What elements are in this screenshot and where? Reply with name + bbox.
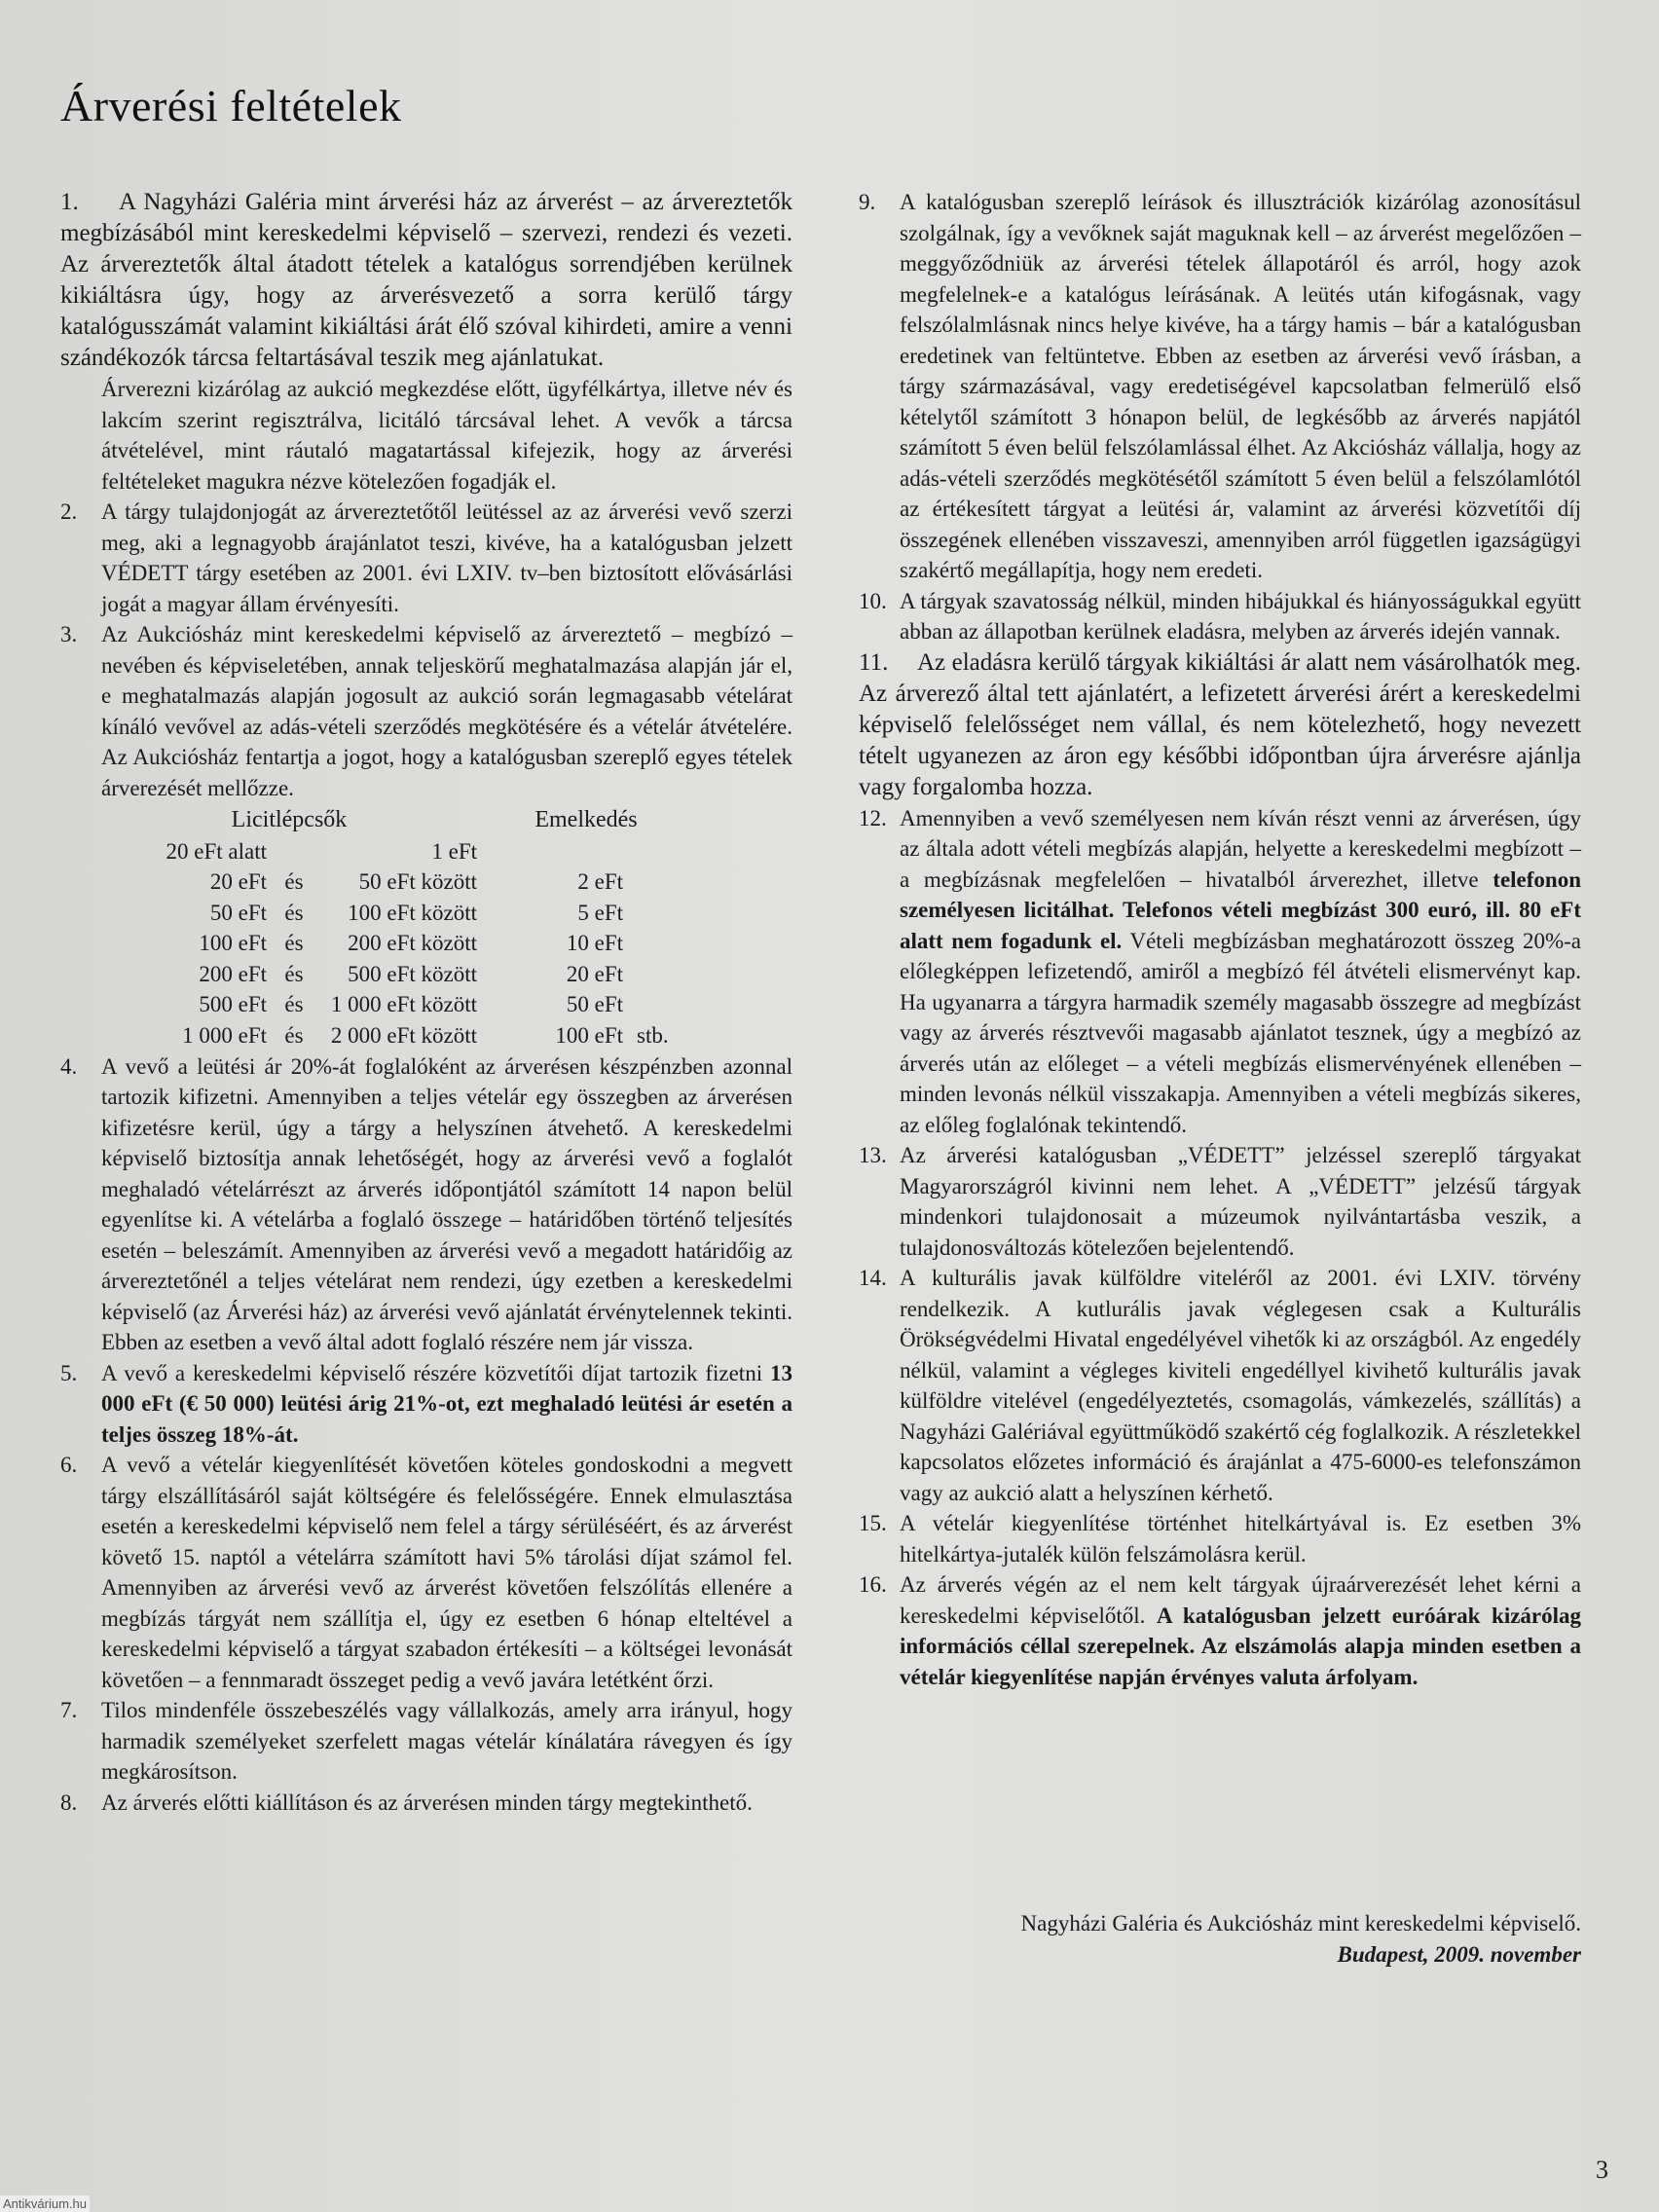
condition-1-text: Árverezni kizárólag az aukció megkezdése előtt, ügyfélkártya, illetve név és lakcím szerint regisztrálva, licitáló tárcsával lehet. A vevők a tárcsa átvételével, mint ráutaló magatartással kifejezik, hogy az árverési feltételeket magukra nézve kötelezően fogadják el. bbox=[101, 377, 793, 494]
condition-number: 9. bbox=[859, 190, 876, 214]
bid-etc bbox=[623, 898, 695, 929]
bid-increment: 10 eFt bbox=[566, 931, 623, 956]
bid-from: 200 eFt bbox=[199, 961, 267, 986]
bid-to: 50 eFt között bbox=[358, 869, 477, 895]
bid-to: 2 000 eFt között bbox=[330, 1022, 477, 1048]
bid-and: és bbox=[284, 900, 304, 925]
condition-text: Az eladásra kerülő tárgyak kikiáltási ár alatt nem vásárolhatók meg. Az árverező által tett ajánlatért, a lefizetett árverési árért a kereskedelmi képviselő felelősséget nem vállal, és nem kötelezhető, hogy nevezett tételt ugyanezen az áron egy későbbi időpontban újra árverésre ajánlja vagy forgalomba hozza. bbox=[859, 648, 1581, 800]
bid-increment: 50 eFt bbox=[566, 992, 623, 1017]
page-title: Árverési feltételek bbox=[60, 81, 402, 130]
bid-table-row bbox=[101, 867, 695, 899]
condition-number: 6. bbox=[60, 1453, 78, 1477]
condition-number: 11. bbox=[859, 648, 889, 676]
condition-number: 4. bbox=[60, 1053, 78, 1079]
condition-text: Az árverés végén az el nem kelt tárgyak újraárverezését lehet kérni a kereskedelmi képviselőtől. bbox=[900, 1572, 1581, 1628]
bid-from: 1 000 eFt bbox=[182, 1022, 267, 1048]
condition-text: Tilos mindenféle összebeszélés vagy vállalkozás, amely arra irányul, hogy harmadik személyeket szerfelett magas vételár kínálatára rávegyen és így megkárosítson. bbox=[101, 1698, 793, 1784]
condition-12 bbox=[859, 803, 1581, 1141]
bid-table-row bbox=[101, 990, 695, 1021]
bid-to: 1 eFt bbox=[431, 838, 477, 864]
bid-table-row bbox=[101, 929, 695, 960]
condition-4 bbox=[60, 1051, 793, 1358]
condition-10 bbox=[859, 586, 1581, 647]
bid-and: és bbox=[284, 992, 304, 1017]
bid-table-header: Emelkedés bbox=[535, 806, 638, 832]
condition-number: 14. bbox=[859, 1266, 887, 1290]
bid-to: 1 000 eFt között bbox=[330, 992, 477, 1017]
condition-bold-text: A katalógusban jelzett euróárak kizárólag információs céllal szerepelnek. Az elszámolás alapja minden esetben a vételár kiegyenlítése napján érvényes valuta árfolyam. bbox=[900, 1603, 1582, 1689]
condition-bold-text: 13 000 eFt (€ 50 000) leütési árig 21%-ot, ezt meghaladó leütési ár esetén a teljes összeg 18%-át. bbox=[101, 1360, 793, 1447]
bid-table-header: Licitlépcsők bbox=[231, 806, 348, 832]
condition-number: 12. bbox=[859, 805, 887, 830]
bid-etc bbox=[623, 959, 695, 990]
bid-table-row bbox=[101, 959, 695, 990]
condition-text: Az árverés előtti kiállításon és az árverésen minden tárgy megtekinthető. bbox=[101, 1789, 753, 1815]
condition-text: Amennyiben a vevő személyesen nem kíván részt venni az árverésen, úgy az általa adott vételi megbízás alapján, helyette a kereskedelmi megbízott – a megbízásnak megfelelően – hivatalból árverezhet, illetve bbox=[900, 805, 1581, 892]
condition-2 bbox=[60, 497, 793, 619]
condition-11 bbox=[859, 647, 1581, 803]
condition-text: A kulturális javak külföldre viteléről az 2001. évi LXIV. törvény rendelkezik. A kutlurális javak véglegesen csak a Kulturális Örökségvédelmi Hivatal engedélyével vihetők ki az országból. Az engedély nélkül, valamint a végleges kiviteli engedéllyel kivihető kulturális javak külföldre vitelével (engedélyeztetés, csomagolás, vámkezelés, szállítás) a Nagyházi Galériával együttműködő szakértő cég foglalkozik. A részletekkel kapcsolatos előzetes információ és árajánlat a 475-6000-es telefonszámon vagy az aukció alatt a helyszínen kérhető. bbox=[900, 1266, 1581, 1505]
bid-increment: 20 eFt bbox=[566, 961, 623, 986]
bid-etc bbox=[623, 867, 695, 899]
condition-number: 8. bbox=[60, 1789, 78, 1815]
bid-and: és bbox=[284, 869, 304, 895]
bid-etc bbox=[623, 929, 695, 960]
condition-text: A vételár kiegyenlítése történhet hitelkártyával is. Ez esetben 3% hitelkártya-jutalék külön felszámolásra kerül. bbox=[900, 1511, 1581, 1567]
signature-line: Nagyházi Galéria és Aukciósház mint kereskedelmi képviselő. bbox=[1020, 1911, 1581, 1936]
place-date: Budapest, 2009. november bbox=[1337, 1942, 1581, 1967]
right-column bbox=[859, 187, 1581, 1692]
condition-text-continued: Vételi megbízásban meghatározott összeg 20%-a előlegképpen lefizetendő, amiről a megbízó fél átvételi elismervényt kap. Ha ugyanarra a tárgyra harmadik személy magasabb összegre ad megbízást vagy az árverés résztvevői magasabb ajánlatot tesznek, úgy a megbízó az árverés után az előleget – a vételi megbízás elismervényének ellenében – minden levonás nélkül visszakapja. Amennyiben a vételi megbízás sikeres, az előleg foglalónak tekintendő. bbox=[900, 928, 1581, 1137]
condition-number: 15. bbox=[859, 1511, 887, 1535]
condition-number: 5. bbox=[60, 1360, 78, 1385]
condition-6 bbox=[60, 1450, 793, 1695]
bid-table-row bbox=[101, 898, 695, 929]
condition-text: Az Aukciósház mint kereskedelmi képviselő az árvereztető – megbízó – nevében és képviseletében, annak teljeskörű meghatalmazása alapján jár el, e meghatalmazás alapján jogosult az aukció során legmagasabb vételárat kínáló vevővel az adás-vételi szerződés megkötésére és a vételár átvételére. Az Aukciósház fentartja a jogot, hogy a katalógusban szereplő egyes tételek árverezését mellőzze. bbox=[101, 622, 793, 800]
left-column bbox=[60, 187, 793, 1818]
condition-number: 1. bbox=[60, 189, 79, 215]
condition-14 bbox=[859, 1263, 1581, 1508]
condition-text: A tárgyak szavatosság nélkül, minden hibájukkal és hiányosságukkal együtt abban az állapotban kerülnek eladásra, melyben az árverés idején vannak. bbox=[900, 588, 1581, 644]
bid-to: 100 eFt között bbox=[348, 900, 477, 925]
bid-increment: 100 eFt bbox=[555, 1022, 623, 1048]
bid-etc: stb. bbox=[637, 1022, 669, 1048]
condition-number: 13. bbox=[859, 1143, 887, 1167]
bid-to: 200 eFt között bbox=[348, 931, 477, 956]
condition-number: 10. bbox=[859, 588, 887, 613]
bid-and: és bbox=[284, 961, 304, 986]
bid-table-row bbox=[101, 1020, 695, 1051]
bid-table-row bbox=[101, 836, 695, 867]
condition-1 bbox=[60, 187, 793, 374]
signature-block bbox=[1021, 1908, 1581, 1971]
bid-increment bbox=[477, 836, 623, 867]
condition-16 bbox=[859, 1569, 1581, 1692]
condition-number: 2. bbox=[60, 499, 78, 524]
condition-text: A tárgy tulajdonjogát az árvereztetőtől leütéssel az az árverési vevő szerzi meg, aki a legnagyobb árajánlatot teszi, kivéve, ha a katalógusban jelzett VÉDETT tárgy esetében az 2001. évi LXIV. tv–ben biztosított elővásárlási jogát a magyar állam érvényesíti. bbox=[101, 499, 793, 616]
condition-number: 7. bbox=[60, 1698, 78, 1722]
condition-5 bbox=[60, 1358, 793, 1451]
condition-15 bbox=[859, 1508, 1581, 1569]
bid-increment: 5 eFt bbox=[577, 900, 623, 925]
page-number: 3 bbox=[1596, 2156, 1608, 2184]
condition-number: 16. bbox=[859, 1572, 887, 1597]
condition-text: A vevő a kereskedelmi képviselő részére közvetítői díjat tartozik fizetni bbox=[101, 1360, 763, 1385]
condition-text: A vevő a vételár kiegyenlítését követően köteles gondoskodni a megvett tárgy elszállításáról saját költségére és felelősségére. Ennek elmulasztása esetén a kereskedelmi képviselő nem felel a tárgy sérüléséért, és az árverést követő 15. naptól a vételárra számított havi 5% tárolási díjat számol fel. Amennyiben az árverési vevő az árverést követően felszólítás ellenére a megbízás tárgyát nem szállítja el, úgy ez esetben 6 hónap elteltével a kereskedelmi képviselő a tárgyat szabadon értékesíti – a költségei levonását követően – a fennmaradt összeget pedig a vevő javára letétként őrzi. bbox=[101, 1453, 793, 1692]
bid-increment: 2 eFt bbox=[577, 869, 623, 895]
bid-increment-table bbox=[101, 803, 695, 1051]
bid-and: és bbox=[284, 931, 304, 956]
bid-from: 500 eFt bbox=[199, 992, 267, 1017]
bid-etc bbox=[623, 836, 695, 867]
bid-from: 20 eFt bbox=[209, 869, 267, 895]
bid-etc bbox=[623, 990, 695, 1021]
condition-1-intro: A Nagyházi Galéria mint árverési ház az árverést – az árvereztetők megbízásából mint kereskedelmi képviselő – szervezi, rendezi és vezeti. Az árvereztetők által átadott tételek a katalógus sorrendjében kerülnek kikiáltásra úgy, hogy az árverésvezető a sorra kerülő tárgy katalógusszámát valamint kikiáltási árát élő szóval kihirdeti, amire a venni szándékozók tárcsa feltartásával teszik meg ajánlatukat. bbox=[60, 189, 793, 371]
condition-9 bbox=[859, 187, 1581, 586]
bid-and: és bbox=[284, 1022, 304, 1048]
bid-from: 20 eFt alatt bbox=[166, 838, 267, 864]
condition-text: Az árverési katalógusban „VÉDETT” jelzéssel szereplő tárgyakat Magyarországról kivinni nem lehet. A „VÉDETT” jelzésű tárgyak mindenkori tulajdonosait a múzeumok nyilvántartásba veszik, a tulajdonosváltozás kötelezően bejelentendő. bbox=[900, 1143, 1581, 1260]
bid-to: 500 eFt között bbox=[348, 961, 477, 986]
condition-13 bbox=[859, 1140, 1581, 1263]
condition-8 bbox=[60, 1788, 793, 1819]
condition-7 bbox=[60, 1695, 793, 1788]
watermark-text: Antikvárium.hu bbox=[0, 2195, 90, 2212]
condition-text: A vevő a leütési ár 20%-át foglalóként az árverésen készpénzben azonnal tartozik kifizetni. Amennyiben a teljes vételár egy összegben az árverésen kifizetésre kerül, úgy a tárgy a helyszínen átvehető. A kereskedelmi képviselő biztosítja annak lehetőségét, hogy az árverési vevő a foglalót meghaladó vételárrészt az árverés időpontjától számított 14 napon belül egyenlítse ki. A vételárba a foglaló összege – határidőben történő teljesítés esetén – beleszámít. Amennyiben az árverési vevő a megadott határidőig az árvereztetőnél a teljes vételárat nem rendezi, úgy ezetben a kereskedelmi képviselő (az Árverési ház) az árverési vevő ajánlatát érvénytelennek tekinti. Ebben az esetben a vevő által adott foglaló részére nem jár vissza. bbox=[101, 1053, 793, 1354]
condition-bold-text: telefonon személyesen licitálhat. Telefonos vételi megbízást 300 euró, ill. 80 eFt alatt nem fogadunk el. bbox=[900, 866, 1581, 953]
condition-text: A katalógusban szereplő leírások és illusztrációk kizárólag azonosításul szolgálnak, így a vevőknek saját maguknak kell – az árverést megelőzően – meggyőződniük az árverési tételek állapotáról és arról, hogy azok megfelelnek-e a katalógus leírásának. A leütés után kifogásnak, vagy felszólalmlásnak nincs helye kivéve, ha a tárgy hamis – bár a katalógusban eredetinek van feltüntetve. Ebben az esetben az árverési vevő írásban, a tárgy származásával, vagy eredetiségével kapcsolatban felmerülő első kételytől számított 3 hónapon belül, de legkésőbb az árverés napjától számított 5 éven belül felszólamlással élhet. Az Akciósház vállalja, hogy az adás-vételi szerződés megkötésétől számított 5 éven belül a felszólamlótól az értékesített tárgyat a leütési ár, valamint az árverési közvetítői díj összegének ellenében visszaveszi, amennyiben arról független igazságügyi szakértő megállapítja, hogy nem eredeti. bbox=[900, 190, 1581, 582]
condition-3 bbox=[60, 619, 793, 803]
bid-and bbox=[267, 836, 321, 867]
condition-number: 3. bbox=[60, 622, 78, 646]
bid-from: 100 eFt bbox=[199, 931, 267, 956]
bid-from: 50 eFt bbox=[209, 900, 267, 925]
